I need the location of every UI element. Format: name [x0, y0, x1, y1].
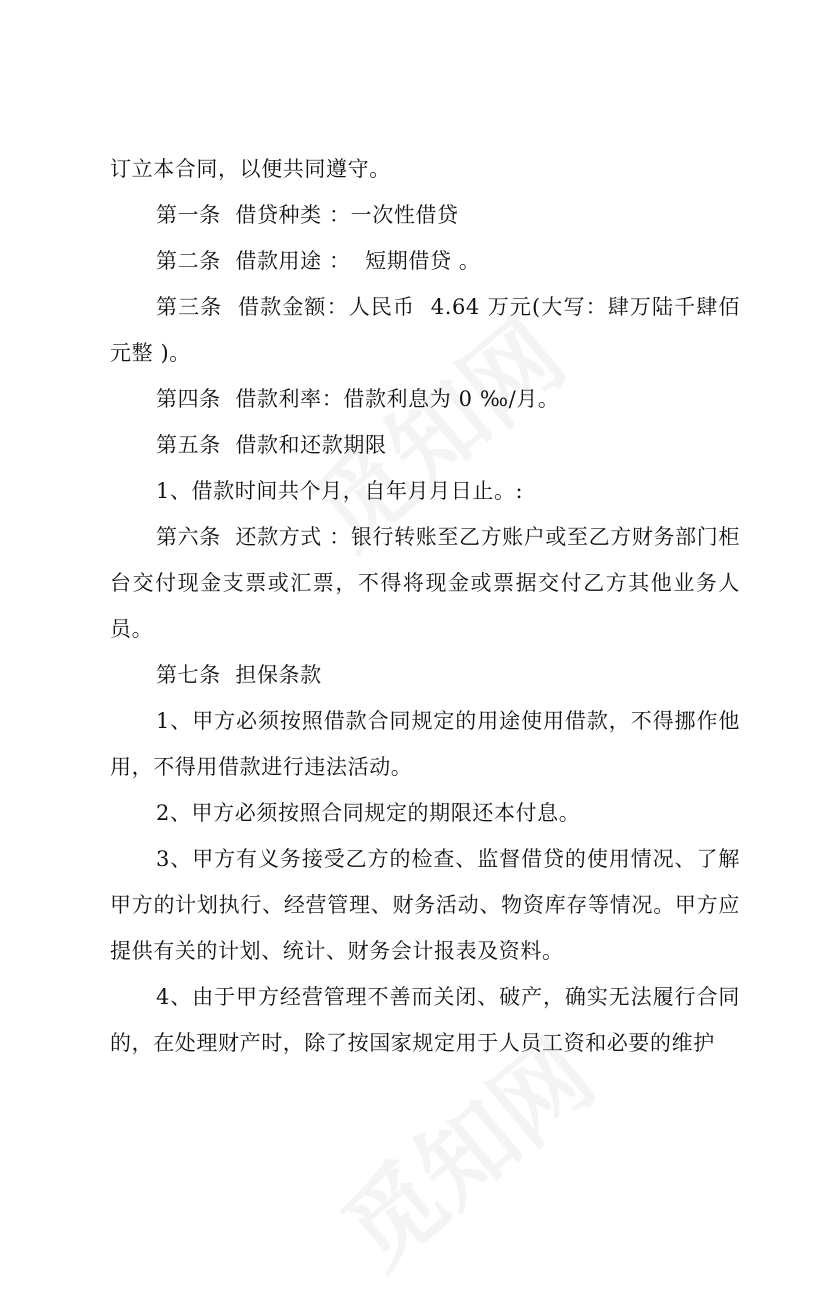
clause-5-loan-term: 第五条 借款和还款期限 — [156, 433, 387, 457]
clause-7-item-3: 3、甲方有义务接受乙方的检查、监督借贷的使用情况、了解甲方的计划执行、经营管理、财务活动、物资库存等情况。甲方应提供有关的计划、统计、财务会计报表及资料。 — [110, 847, 740, 963]
clause-3-loan-amount: 第三条 借款金额：人民币 4.64 万元(大写：肆万陆千肆佰元整 )。 — [110, 295, 740, 365]
clause-7-item-4: 4、由于甲方经营管理不善而关闭、破产，确实无法履行合同的，在处理财产时，除了按国家规定用于人员工资和必要的维护 — [110, 985, 740, 1055]
document-body — [110, 146, 740, 1066]
clause-4-interest-rate: 第四条 借款利率：借款利息为 0 ‰/月。 — [156, 387, 560, 411]
clause-2-loan-purpose: 第二条 借款用途 ： 短期借贷 。 — [156, 249, 481, 273]
clause-5-item-1: 1、借款时间共个月，自年月月日止。: — [156, 479, 524, 503]
clause-7-item-2: 2、甲方必须按照合同规定的期限还本付息。 — [156, 801, 581, 825]
clause-1-loan-type: 第一条 借贷种类 ：一次性借贷 — [156, 203, 459, 227]
clause-7-item-1: 1、甲方必须按照借款合同规定的用途使用借款，不得挪作他用，不得用借款进行违法活动。 — [110, 709, 740, 779]
clause-7-guarantee: 第七条 担保条款 — [156, 663, 322, 687]
paragraph-intro: 订立本合同，以便共同遵守。 — [110, 157, 391, 181]
clause-6-repayment-method: 第六条 还款方式 ：银行转账至乙方账户或至乙方财务部门柜台交付现金支票或汇票，不得将现金或票据交付乙方其他业务人员。 — [110, 525, 740, 641]
